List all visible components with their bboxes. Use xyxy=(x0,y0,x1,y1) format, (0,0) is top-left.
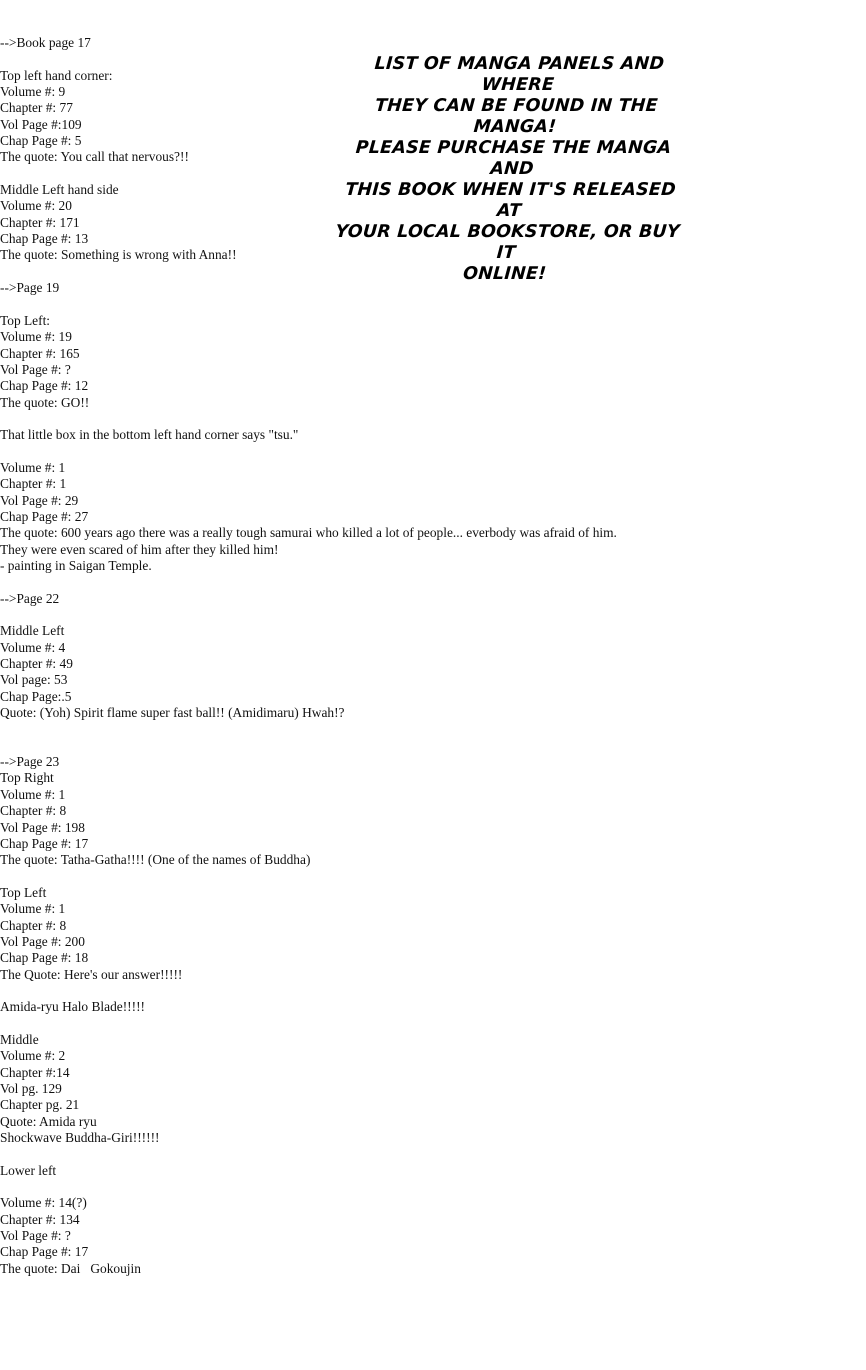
text-line: Volume #: 14(?) xyxy=(0,1195,87,1211)
text-line: The quote: Something is wrong with Anna!! xyxy=(0,247,237,263)
text-line: Vol Page #: 198 xyxy=(0,819,85,835)
text-line: Chap Page #: 17 xyxy=(0,1244,89,1260)
text-line: Quote: Amida ryu xyxy=(0,1113,97,1129)
text-line: -->Book page 17 xyxy=(0,35,91,50)
notice-line: YOUR LOCAL BOOKSTORE, OR BUY IT xyxy=(334,222,681,263)
text-line: Quote: (Yoh) Spirit flame super fast ball!! (Amidimaru) Hwah!? xyxy=(0,705,345,721)
text-line: Volume #: 1 xyxy=(0,901,66,917)
notice-line: THEY CAN BE FOUND IN THE MANGA! xyxy=(374,96,659,137)
text-line: - painting in Saigan Temple. xyxy=(0,558,152,573)
text-line: Vol Page #: ? xyxy=(0,1228,71,1244)
notice-line: ONLINE! xyxy=(462,264,547,284)
blank-line xyxy=(0,607,700,623)
text-line: Chapter #: 49 xyxy=(0,656,73,672)
text-line: Chap Page #: 17 xyxy=(0,835,89,851)
text-line: Chap Page #: 18 xyxy=(0,950,89,966)
text-line: Chapter #:14 xyxy=(0,1064,70,1080)
text-line: -->Page 19 xyxy=(0,280,60,296)
text-line: Middle xyxy=(0,1031,39,1047)
text-line: That little box in the bottom left hand corner says "tsu." xyxy=(0,427,299,443)
blank-line xyxy=(0,1146,700,1162)
text-line: Top left hand corner: xyxy=(0,67,113,83)
text-line: Top Right xyxy=(0,770,54,786)
text-line: Volume #: 20 xyxy=(0,198,72,214)
text-line: Chapter #: 8 xyxy=(0,917,67,933)
text-line: Vol Page #: 29 xyxy=(0,492,79,508)
text-line: Vol Page #:109 xyxy=(0,116,82,132)
text-line: -->Page 22 xyxy=(0,590,60,606)
blank-line xyxy=(0,411,700,427)
text-line: The quote: Dai Gokoujin xyxy=(0,1260,141,1276)
blank-line xyxy=(0,738,700,754)
text-line: Shockwave Buddha-Giri!!!!!! xyxy=(0,1130,160,1146)
blank-line xyxy=(0,297,700,313)
text-line: Amida-ryu Halo Blade!!!!! xyxy=(0,999,146,1015)
text-line: The quote: 600 years ago there was a really tough samurai who killed a lot of people... everbody was afraid of him. xyxy=(0,525,617,541)
text-line: Chapter #: 134 xyxy=(0,1211,80,1227)
notice-line: THIS BOOK WHEN IT'S RELEASED AT xyxy=(344,180,677,221)
text-line: Middle Left hand side xyxy=(0,182,119,198)
text-line: The Quote: Here's our answer!!!!! xyxy=(0,966,183,982)
blank-line xyxy=(0,869,700,885)
text-line: Volume #: 4 xyxy=(0,639,66,655)
blank-line xyxy=(0,444,700,460)
text-line: Chapter #: 1 xyxy=(0,476,67,492)
text-line: -->Page 23 xyxy=(0,754,60,770)
blank-line xyxy=(0,1179,700,1195)
text-line: Volume #: 2 xyxy=(0,1048,66,1064)
text-line: Vol Page #: ? xyxy=(0,361,71,377)
text-line: Top Left: xyxy=(0,312,51,328)
text-line: The quote: Tatha-Gatha!!!! (One of the names of Buddha) xyxy=(0,852,311,868)
blank-line xyxy=(0,574,700,590)
text-line: Top Left xyxy=(0,884,47,900)
text-line: Vol Page #: 200 xyxy=(0,933,85,949)
text-line: The quote: GO!! xyxy=(0,394,90,410)
text-line: Volume #: 19 xyxy=(0,329,72,345)
text-line: Volume #: 1 xyxy=(0,786,66,802)
text-line: The quote: You call that nervous?!! xyxy=(0,149,189,165)
text-line: Chap Page #: 13 xyxy=(0,231,89,247)
text-line: Middle Left xyxy=(0,623,65,639)
text-line: Chap Page #: 5 xyxy=(0,133,82,149)
blank-line xyxy=(0,1016,700,1032)
text-line: Vol pg. 129 xyxy=(0,1081,62,1096)
text-line: Chap Page:.5 xyxy=(0,688,72,704)
text-line: Chapter #: 165 xyxy=(0,345,80,361)
text-line: Chapter #: 171 xyxy=(0,214,80,230)
notice-line: PLEASE PURCHASE THE MANGA AND xyxy=(355,138,672,179)
text-line: Lower left xyxy=(0,1162,57,1178)
text-line: Chap Page #: 12 xyxy=(0,378,89,394)
text-line: Chapter pg. 21 xyxy=(0,1097,80,1113)
text-line: Chapter #: 8 xyxy=(0,803,67,819)
text-line: Volume #: 1 xyxy=(0,459,66,475)
blank-line xyxy=(0,983,700,999)
text-line: Chap Page #: 27 xyxy=(0,508,89,524)
text-line: They were even scared of him after they killed him! xyxy=(0,541,279,557)
blank-line xyxy=(0,721,700,737)
text-line: Vol page: 53 xyxy=(0,672,68,688)
text-line: Chapter #: 77 xyxy=(0,100,73,116)
notice-line: LIST OF MANGA PANELS AND WHERE xyxy=(373,54,665,95)
text-line: Volume #: 9 xyxy=(0,84,66,100)
purchase-notice xyxy=(328,54,696,285)
